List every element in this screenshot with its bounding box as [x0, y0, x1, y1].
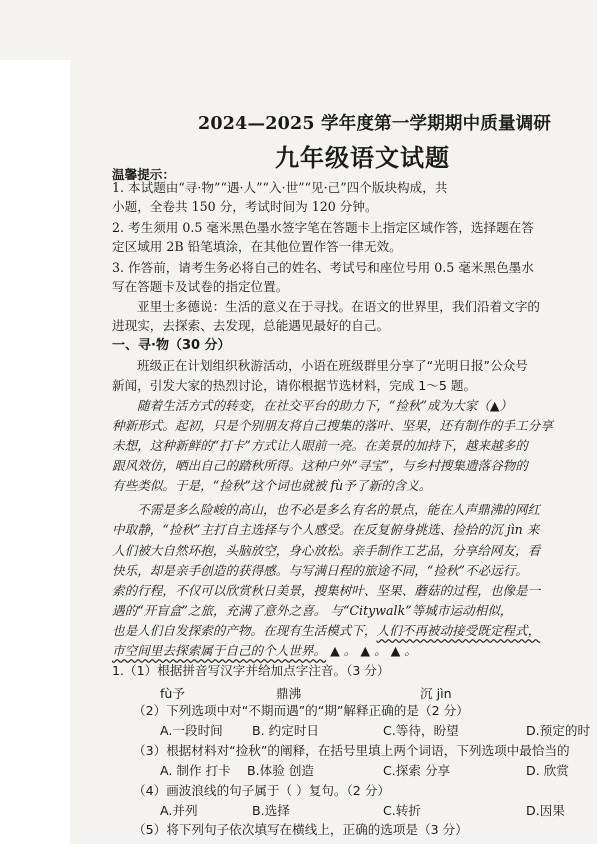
question-stem: （4）画波浪线的句子属于（ ）复句。（2 分）	[133, 783, 391, 798]
question-stem: （2）下列选项中对“不期而遇”的“期”解释正确的是（2 分）	[133, 703, 469, 718]
question-stem: （3）根据材料对“捡秋”的阐释，在括号里填上两个词语，下列选项中最恰当的	[133, 743, 570, 758]
passage-line: 中取静，“捡秋”主打自主选择与个人感受。在反复俯身挑选、捡拾的沉 jìn 来	[112, 522, 540, 537]
option[interactable]: D.预定的时	[526, 723, 591, 738]
wavy-sentence: 人们不再被动接受既定程式，	[376, 623, 541, 638]
question-stem: 1.（1）根据拼音写汉字并给加点字注音。（3 分）	[112, 663, 390, 678]
option[interactable]: C.等待，盼望	[383, 723, 459, 738]
page-margin	[0, 60, 70, 844]
tip-item: 1. 本试题由“寻·物”“遇·人”“入·世”“见·己”四个版块构成，共	[112, 180, 448, 195]
passage-line: 快乐，却是亲手创造的获得感。与写满日程的旅途不同，“捡秋”不必远行。	[112, 563, 528, 578]
answer-blanks: ▲ 。 ▲ 。 ▲ 。	[326, 643, 417, 658]
intro-line: 新闻，引发大家的热烈讨论，请你根据节选材料，完成 1～5 题。	[112, 378, 477, 393]
tip-item: 2. 考生须用 0.5 毫米黑色墨水签字笔在答题卡上指定区域作答，选择题在答	[112, 220, 534, 235]
option[interactable]: A. 制作 打卡	[160, 763, 231, 778]
passage-line: 种新形式。起初，只是个别朋友将自己搜集的落叶、坚果，还有制作的手工分享	[112, 418, 553, 433]
tip-item: 3. 作答前，请考生务必将自己的姓名、考试号和座位号用 0.5 毫米黑色墨水	[112, 260, 534, 275]
question-stem: （5）将下列句子依次填写在横线上，正确的选项是（3 分）	[133, 822, 468, 837]
option[interactable]: C.转折	[383, 803, 421, 818]
option[interactable]: B.体验 创造	[247, 763, 315, 778]
passage-line	[112, 623, 540, 639]
passage-line: 跟风效仿，晒出自己的踏秋所得。这种户外“寻宝”，与乡村搜集遗落谷物的	[112, 458, 528, 473]
passage-line: 有些类似。于是，“捡秋”这个词也就被 fù予了新的含义。	[112, 478, 432, 493]
option[interactable]: A.一段时间	[160, 723, 223, 738]
tip-item: 定区域用 2B 铅笔填涂，在其他位置作答一律无效。	[112, 239, 402, 254]
wavy-sentence: 市空间里去探索属于自己的个人世界。	[112, 643, 327, 658]
passage-line: 索的行程，不仅可以欣赏秋日美景，搜集树叶、坚果、蘑菇的过程，也像是一	[112, 583, 541, 598]
pinyin-word: 沉 jìn	[420, 686, 452, 701]
tip-item: 写在答题卡及试卷的指定位置。	[112, 279, 289, 294]
option[interactable]: C.探索 分享	[383, 763, 451, 778]
pinyin-word: 鼎沸	[276, 686, 302, 701]
passage-line: 未想，这种新鲜的“打卡”方式让人眼前一亮。在美景的加持下，越来越多的	[112, 438, 528, 453]
pinyin-word: fù予	[160, 686, 186, 701]
option[interactable]: A.并列	[160, 803, 198, 818]
option[interactable]: D.因果	[526, 803, 565, 818]
passage-line	[112, 643, 417, 659]
option[interactable]: D. 欣赏	[526, 763, 569, 778]
intro-line: 班级正在计划组织秋游活动，小语在班级群里分享了“光明日报”公众号	[137, 358, 528, 373]
passage-line: 人们被大自然环抱，头脑放空，身心放松。亲手制作工艺品，分享给网友，看	[112, 543, 541, 558]
subject-title: 九年级语文试题	[275, 144, 450, 172]
option[interactable]: B.选择	[252, 803, 290, 818]
section-title: 一、寻·物（30 分）	[112, 338, 231, 353]
passage-line: 不需是多么险峻的高山，也不必是多么有名的景点，能在人声鼎沸的网红	[137, 502, 540, 517]
quote-line: 进现实，去探索、去发现，总能遇见最好的自己。	[112, 318, 390, 333]
quote-line: 亚里士多德说：生活的意义在于寻找。在语文的世界里，我们沿着文字的	[137, 299, 540, 314]
passage-line: 随着生活方式的转变，在社交平台的助力下，“捡秋”成为大家（▲）	[137, 398, 513, 413]
tip-item: 小题，全卷共 150 分，考试时间为 120 分钟。	[112, 199, 378, 214]
tips-title: 温馨提示：	[112, 167, 175, 182]
exam-title: 2024—2025 学年度第一学期期中质量调研	[198, 114, 552, 134]
option[interactable]: B. 约定时日	[252, 723, 320, 738]
passage-text: 也是人们自发探索的产物。在现有生活模式下，	[112, 623, 377, 638]
passage-line: 遇的“开盲盒”之旅，充满了意外之喜。 与“Citywalk”等城市运动相似，	[112, 603, 513, 618]
